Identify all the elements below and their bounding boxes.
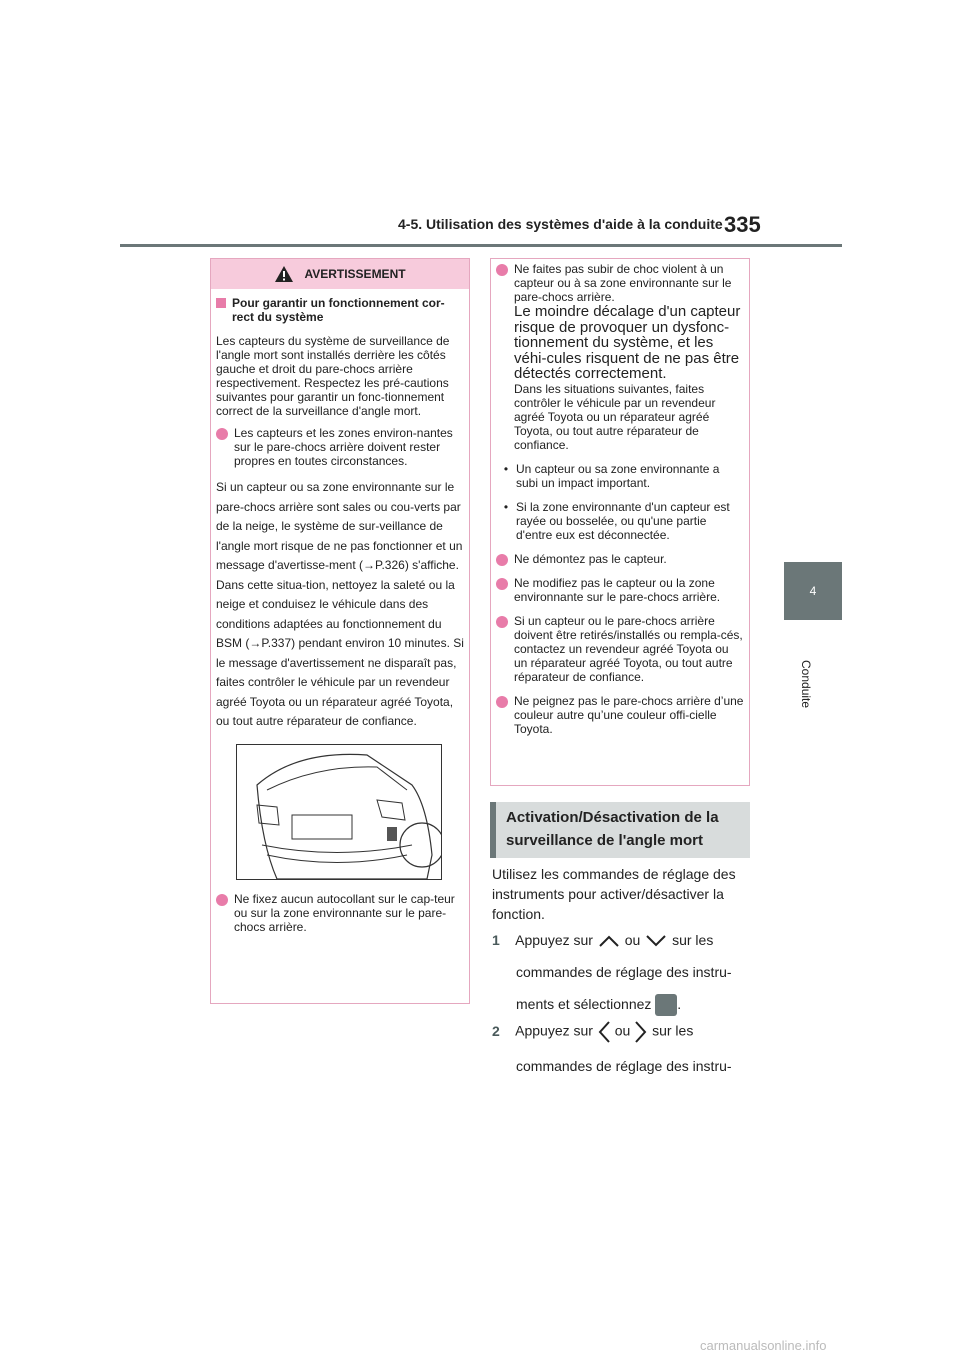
list-item: Ne modifiez pas le capteur ou la zone environnante sur le pare-chocs arrière. [496, 576, 744, 604]
section-heading [490, 802, 750, 858]
list-item: • Si la zone environnante d'un capteur est rayée ou bosselée, ou qu'une partie d'entre eux est déconnectée. [496, 500, 744, 542]
running-header: 4-5. Utilisation des systèmes d'aide à la conduite [398, 216, 723, 232]
step-number: 1 [492, 932, 500, 948]
step-number: 2 [492, 1022, 500, 1039]
list-item: Les capteurs et les zones environ-nantes sur le pare-chocs arrière doivent rester propres en toutes circonstances. [216, 426, 464, 468]
car-rear-illustration [237, 745, 441, 879]
warning-paragraph: Si un capteur ou sa zone environnante sur le pare-chocs arrière sont sales ou cou-verts par de la neige, le système de sur-veillance de l'angle mort risque de ne pas fonctionner et un message d'avertisse-ment (→P.326) s'affiche. Dans cette situa-tion, nettoyez la saleté ou la neige et conduisez le véhicule dans des conditions adaptées au fonctionnement du BSM (→P.337) pendant environ 10 minutes. Si le message d'avertissement ne disparaît pas, faites contrôler le véhicule par un revendeur agréé Toyota ou un réparateur agréé Toyota, ou tout autre réparateur de confiance. [216, 480, 464, 728]
list-item: • Un capteur ou sa zone environnante a subi un impact important. [496, 462, 744, 490]
settings-gear-icon [655, 994, 677, 1016]
warning-body-continued [496, 262, 744, 746]
warning-body [216, 296, 464, 944]
chevron-left-icon [597, 1020, 611, 1044]
chapter-tab[interactable]: 4 [784, 562, 842, 620]
section-title: Activation/Désactivation de la surveillance de l'angle mort [506, 809, 719, 849]
list-item: Ne fixez aucun autocollant sur le cap-teur ou sur la zone environnante sur le pare-chocs arrière. [216, 892, 464, 934]
list-item: Si un capteur ou le pare-chocs arrière doivent être retirés/installés ou rempla-cés, contactez un revendeur agréé Toyota ou un réparateur agréé Toyota, ou tout autre réparateur de confiance. [496, 614, 744, 684]
footer-watermark: carmanualsonline.info [700, 1338, 827, 1353]
section-intro: Utilisez les commandes de réglage des instruments pour activer/désactiver la fonction. [492, 866, 736, 922]
page-number: 335 [724, 212, 761, 237]
section-heading-bar [490, 802, 496, 858]
chevron-down-icon [644, 934, 668, 948]
rear-bumper-illustration [236, 744, 442, 880]
step-1: 1 Appuyez sur ou sur les commandes de réglage des instru- ments et sélectionnez . [492, 930, 732, 1016]
step-2: 2 Appuyez sur ou sur les commandes de réglage des instru- [492, 1020, 732, 1076]
header-rule [120, 244, 842, 247]
bullet-icon [496, 578, 508, 590]
warning-triangle-icon [274, 265, 294, 283]
emphasis-text: Le moindre décalage d'un capteur risque de provoquer un dysfonc-tionnement du système, et les véhi-cules risquent de ne pas être détectés correctement. [514, 303, 741, 382]
bullet-icon [496, 554, 508, 566]
list-item: Ne peignez pas le pare-chocs arrière d’une couleur autre qu’une couleur offi-cielle Toyota. [496, 694, 744, 736]
bullet-icon [216, 428, 228, 440]
small-bullet-icon: • [503, 499, 509, 514]
chapter-label: Conduite [799, 660, 813, 709]
warning-heading [211, 259, 469, 289]
bullet-icon [496, 696, 508, 708]
bullet-icon [496, 616, 508, 628]
warning-intro: Les capteurs du système de surveillance de l'angle mort sont installés derrière les côtés gauche et droit du pare-chocs arrière respectivement. Respectez les pré-cautions suivantes pour garantir un fonc-tionnement correct de la surveillance d'angle mort. [216, 334, 450, 418]
chevron-right-icon [634, 1020, 648, 1044]
square-bullet-icon [216, 298, 226, 308]
bullet-icon [216, 894, 228, 906]
small-bullet-icon: • [503, 461, 509, 476]
situations-text: Dans les situations suivantes, faites contrôler le véhicule par un revendeur agréé Toyota ou un réparateur agréé Toyota, ou tout autre réparateur de confiance. [514, 381, 716, 452]
list-item: Ne démontez pas le capteur. [496, 552, 744, 566]
list-item: Ne faites pas subir de choc violent à un capteur ou à sa zone environnante sur le pare-chocs arrière. Le moindre décalage d'un capteur risque de provoquer un dysfonc-tionnement du système, et les véhi-cules risquent de ne pas être détectés correctement. Dans les situations suivantes, faites contrôler le véhicule par un revendeur agréé Toyota ou un réparateur agréé Toyota, ou tout autre réparateur de confiance. [496, 262, 744, 452]
warning-section-title: Pour garantir un fonctionnement cor-rect du système [216, 296, 464, 324]
bullet-icon [496, 264, 508, 276]
chevron-up-icon [597, 934, 621, 948]
warning-heading-text: AVERTISSEMENT [304, 267, 406, 281]
